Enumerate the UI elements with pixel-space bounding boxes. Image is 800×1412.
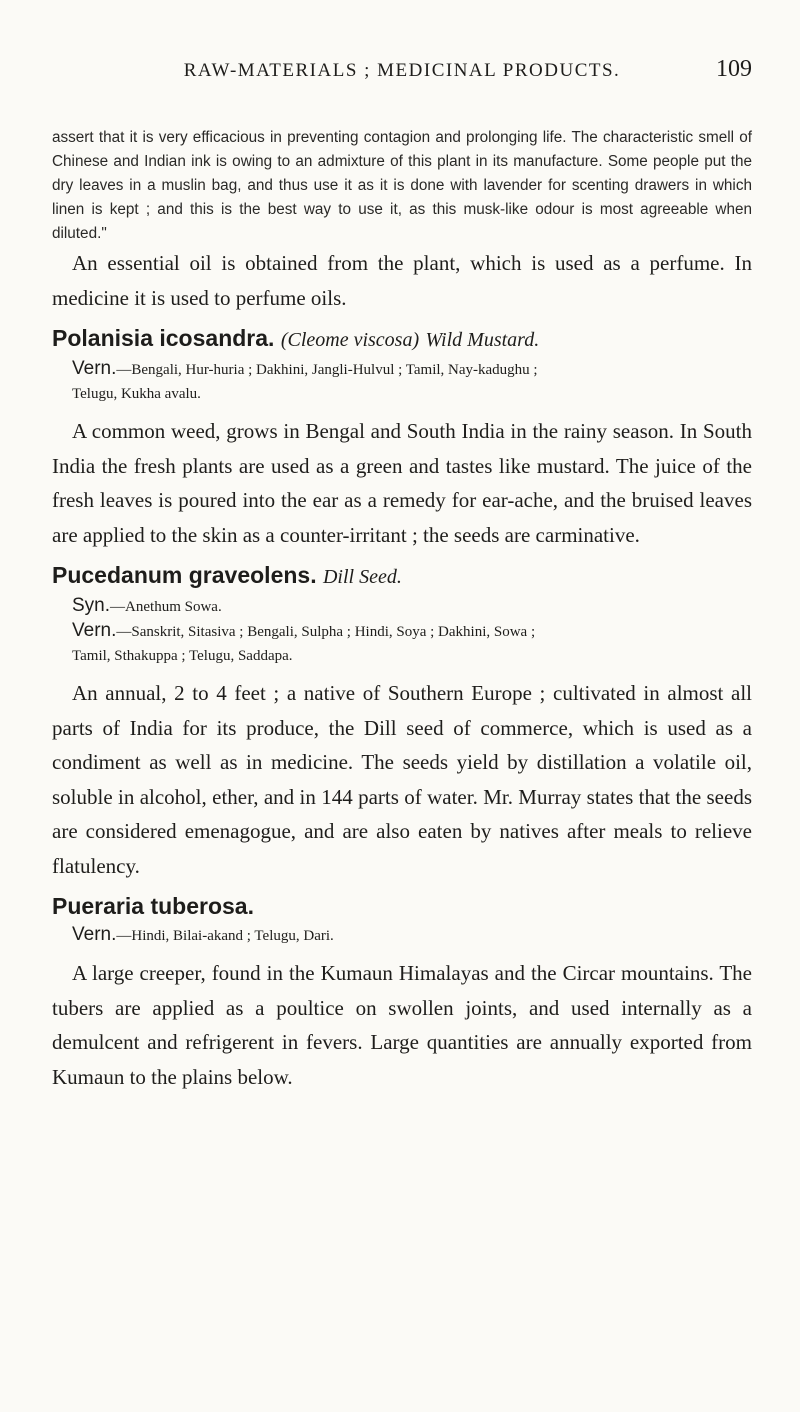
syn-label: Syn. (72, 595, 111, 616)
entry-heading (52, 889, 752, 923)
vern-label: Vern. (72, 358, 117, 379)
common-name: Dill Seed. (322, 566, 402, 588)
entry-description: A large creeper, found in the Kumaun Himalayas and the Circar mountains. The tubers are applied as a poultice on swollen joints, and used internally as a demulcent and refrigerent in fevers. Large quantities are annually exported from Kumaun to the plains below. (52, 961, 752, 1089)
botanical-name: Pueraria tuberosa. (52, 893, 254, 919)
oil-paragraph: An essential oil is obtained from the plant, which is used as a perfume. In medicine it is used to perfume oils. (52, 251, 752, 310)
common-name: Wild Mustard. (425, 329, 540, 351)
entry-heading (52, 321, 752, 357)
vern-line-2: Telugu, Kukha avalu. (72, 386, 201, 402)
botanical-name: Polanisia icosandra. (52, 325, 275, 351)
entry-pueraria (52, 889, 752, 1094)
entry-heading (52, 558, 752, 594)
vern-label: Vern. (72, 924, 117, 945)
running-header (52, 30, 752, 82)
running-title: RAW-MATERIALS ; MEDICINAL PRODUCTS. (183, 60, 621, 81)
book-page (52, 30, 752, 1094)
vern-line-1: —Bengali, Hur-huria ; Dakhini, Jangli-Hulvul ; Tamil, Nay-kadughu ; (116, 362, 538, 378)
entry-description: A common weed, grows in Bengal and South India in the rainy season. In South India the fresh plants are used as a green and tastes like mustard. The juice of the fresh leaves is poured into the ear as a remedy for ear-ache, and the bruised leaves are applied to the skin as a counter-irritant ; the seeds are carminative. (52, 419, 752, 547)
vernacular-names (52, 923, 752, 948)
vern-line-1: —Sanskrit, Sitasiva ; Bengali, Sulpha ; Hindi, Soya ; Dakhini, Sowa ; (116, 624, 536, 640)
vernacular-names (52, 619, 752, 668)
synonyms (52, 594, 752, 619)
page-number: 109 (716, 56, 752, 82)
quote-continuation: assert that it is very efficacious in preventing contagion and prolonging life. The characteristic smell of Chinese and Indian ink is owing to an admixture of this plant in its manufacture. Some people put the dry leaves in a muslin bag, and thus use it as it is done with lavender for scenting drawers in which linen is kept ; and this is the best way to use it, as this musk-like odour is most agreeable when diluted." (52, 129, 752, 242)
synonym: (Cleome viscosa) (280, 329, 420, 351)
vern-line-1: —Hindi, Bilai-akand ; Telugu, Dari. (116, 928, 334, 944)
entry-description: An annual, 2 to 4 feet ; a native of Southern Europe ; cultivated in almost all parts of India for its produce, the Dill seed of commerce, which is used as a condiment as well as in medicine. The seeds yield by distillation a volatile oil, soluble in alcohol, ether, and in 144 parts of water. Mr. Murray states that the seeds are considered emenagogue, and are also eaten by natives after meals to relieve flatulency. (52, 681, 752, 878)
botanical-name: Pucedanum graveolens. (52, 562, 317, 588)
vernacular-names (52, 357, 752, 406)
entry-pucedanum (52, 558, 752, 883)
vern-label: Vern. (72, 620, 117, 641)
syn-text: —Anethum Sowa. (110, 599, 222, 615)
entry-polanisia (52, 321, 752, 552)
vern-line-2: Tamil, Sthakuppa ; Telugu, Saddapa. (72, 648, 293, 664)
